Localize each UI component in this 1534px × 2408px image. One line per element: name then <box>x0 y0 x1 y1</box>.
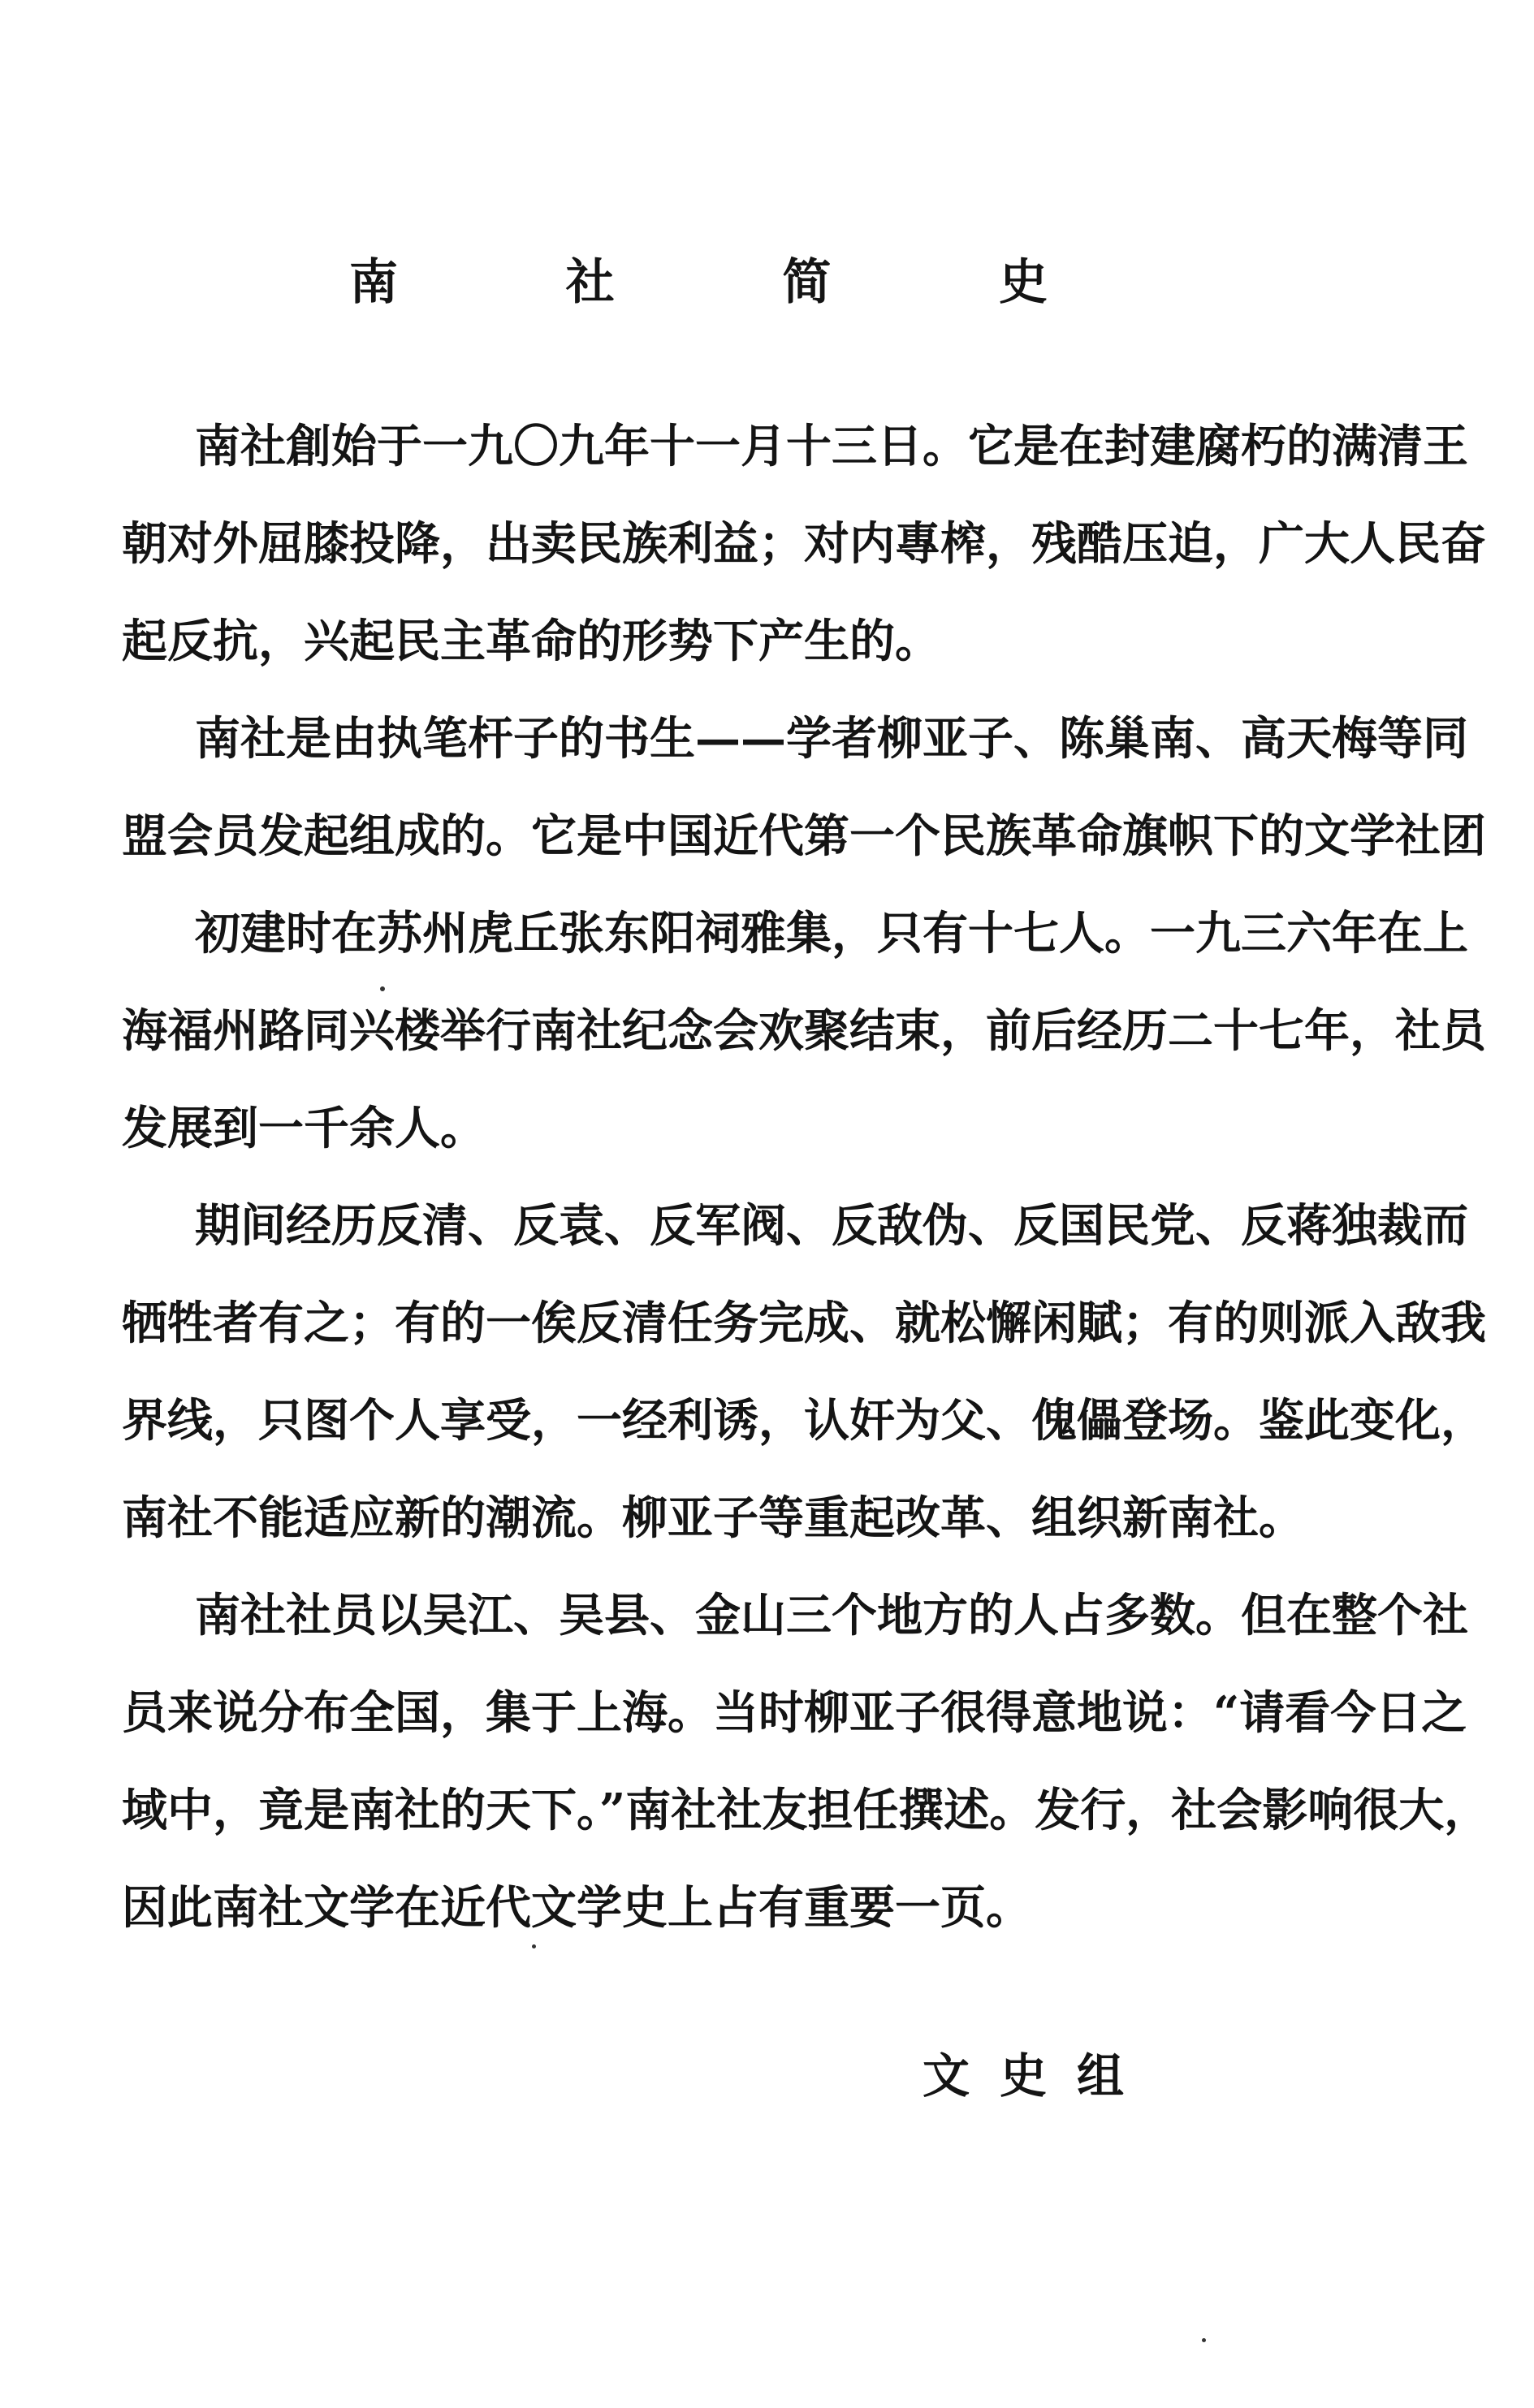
text-line: 起反抗，兴起民主革命的形势下产生的。 <box>122 615 940 668</box>
signature-char: 组 <box>1076 2048 1124 2104</box>
text-line: 初建时在苏州虎丘张东阳祠雅集，只有十七人。一九三六年在上 <box>195 907 1468 960</box>
text-line: 南社創始于一九〇九年十一月十三日。它是在封建腐朽的满清王 <box>195 420 1468 473</box>
text-line: 牺牲者有之；有的一俟反清任务完成、就松懈闲賦；有的则派入敌我 <box>122 1297 1486 1350</box>
text-line: 南社是由执笔杆子的书生——学者柳亚子、陈巢南、高天梅等同 <box>195 712 1468 766</box>
text-line: 南社不能适应新的潮流。柳亚子等重起改革、组织新南社。 <box>122 1491 1304 1545</box>
text-line: 海福州路同兴楼举行南社纪念会欢聚结束，前后经历二十七年，社员 <box>122 1004 1486 1058</box>
text-line: 南社社员以吴江、吴县、金山三个地方的人占多数。但在整个社 <box>195 1589 1468 1642</box>
title-char: 南 <box>349 254 398 311</box>
signature <box>918 2038 1129 2106</box>
text-line: 朝对外屈膝投降，出卖民族利益；对内專榨，残酷压迫，广大人民奋 <box>122 517 1486 571</box>
scan-speck <box>380 986 385 991</box>
text-line: 界线，只图个人享受，一经利诱，认奸为父、傀儡登场。鉴此变化， <box>122 1394 1486 1448</box>
text-line: 员来说分布全国，集于上海。当时柳亚子很得意地说：“请看今日之 <box>122 1686 1467 1740</box>
text-line: 盟会员发起组成的。它是中国近代第一个民族革命旗帜下的文学社团 <box>122 809 1486 863</box>
signature-char: 史 <box>999 2048 1047 2104</box>
text-line: 因此南社文学在近代文学史上占有重要一页。 <box>122 1881 1031 1935</box>
text-line: 期间经历反清、反袁、反军阀、反敌伪、反国民党、反蒋独裁而 <box>195 1199 1468 1253</box>
text-line: 发展到一千余人。 <box>122 1102 486 1155</box>
signature-char: 文 <box>922 2048 970 2104</box>
text-line: 域中，竟是南社的天下。”南社社友担任撰述。发行，社会影响很大， <box>122 1784 1490 1837</box>
title-char: 简 <box>782 254 832 311</box>
title-char: 社 <box>565 254 615 311</box>
title-char: 史 <box>998 254 1048 311</box>
scan-speck <box>532 1944 536 1948</box>
page-title <box>341 244 1056 313</box>
scan-speck <box>1202 2338 1206 2342</box>
